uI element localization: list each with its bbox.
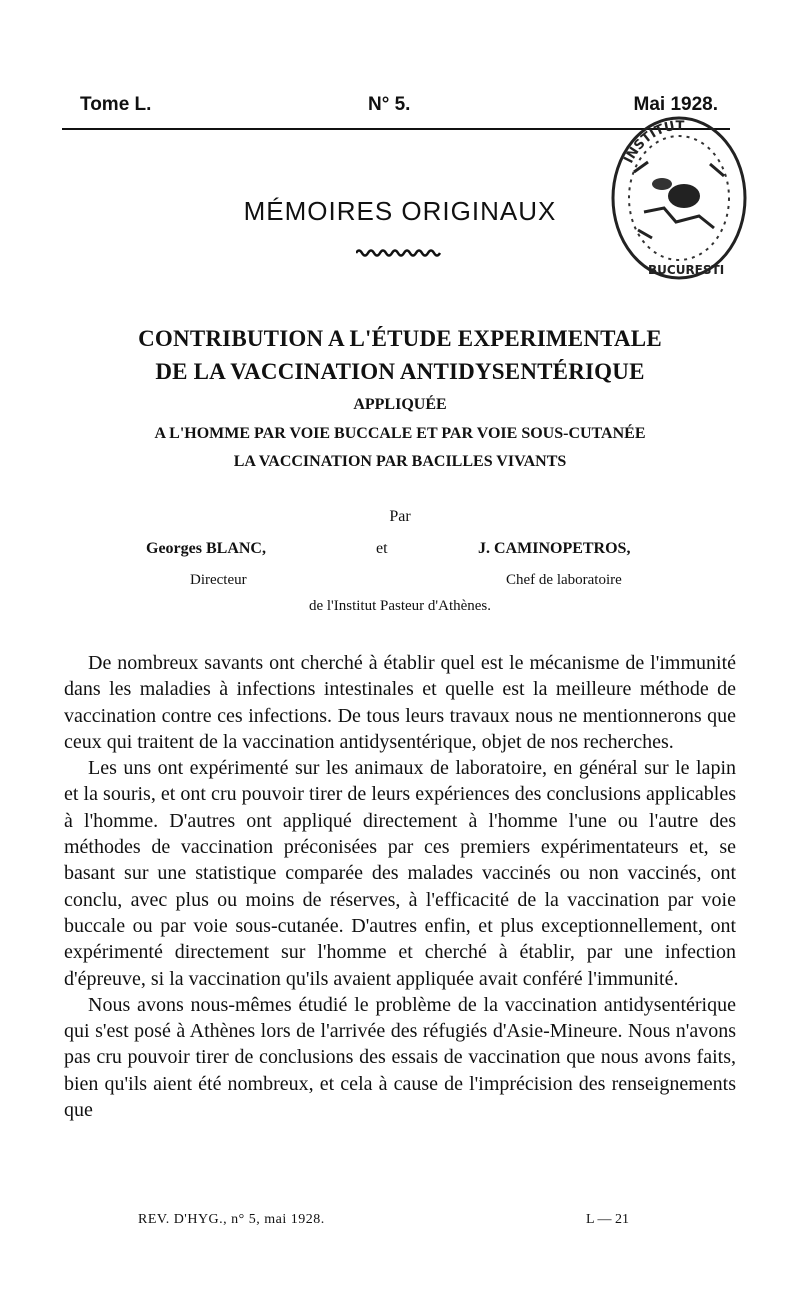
stamp-text-top: INSTITUT [621,118,685,166]
journal-reference: REV. D'HYG., n° 5, mai 1928. [138,1212,325,1227]
title-line-4: A L'HOMME PAR VOIE BUCCALE ET PAR VOIE SOUS-CUTANÉE [154,425,646,442]
volume-label: Tome L. [80,94,152,115]
title-line-2: DE LA VACCINATION ANTIDYSENTÉRIQUE [155,359,645,384]
role-directeur: Directeur [190,572,247,588]
issue-date: Mai 1928. [633,94,718,115]
signature-mark: L — 21 [586,1212,630,1227]
title-line-5: LA VACCINATION PAR BACILLES VIVANTS [233,453,567,470]
authors [0,540,800,566]
page-footer [0,1212,800,1236]
title-line-1: CONTRIBUTION A L'ÉTUDE EXPERIMENTALE [138,326,662,351]
paragraph-2: Les uns ont expérimenté sur les animaux de laboratoire, en général sur le lapin et la souris, et ont cru pouvoir tirer de leurs expériences des conclusions applicables à l'homme. D'autres ont appliqué directement à l'homme l'une ou l'autre des méthodes de vaccination préconisées par ces premiers expérimentateurs et, se basant sur une statistique comparée des malades vaccinés ou non vaccinés, ont conclu, avec plus ou moins de réserves, à l'efficacité de la vaccination par voie buccale ou par voie sous-cutanée. D'autres enfin, et plus exceptionnellement, ont expérimenté directement sur l'homme et cherché à établir, par une infection d'épreuve, si la vaccination qu'ils avaient appliquée avait conféré l'immunité. [64,757,736,990]
stamp-text-bottom: BUCURESTI [648,263,725,277]
author-conjunction: et [376,540,388,557]
role-chef: Chef de laboratoire [506,572,622,588]
title-line-3: APPLIQUÉE [353,396,447,413]
ornament-squiggle [356,248,442,258]
article-body [64,650,736,1123]
paragraph-3: Nous avons nous-mêmes étudié le problème de la vaccination antidysentérique qui s'est posé à Athènes lors de l'arrivée des réfugiés d'Asie-Mineure. Nous n'avons pas cru pouvoir tirer de conclusions des essais de vaccination que nous avons faits, bien qu'ils aient été nombreux, et cela à cause de l'imprécision des renseignements que [64,993,736,1122]
article-title [60,322,740,476]
institute-affiliation: de l'Institut Pasteur d'Athènes. [308,598,492,614]
author-roles [0,572,800,596]
paragraph-1: De nombreux savants ont cherché à établir quel est le mécanisme de l'immunité dans les maladies à infections intestinales et quelle est la meilleure méthode de vaccination contre ces infections. De tous leurs travaux nous ne mentionnerons que ceux qui traitent de la vaccination antidysentérique, objet de nos recherches. [64,652,736,753]
author-caminopetros: J. CAMINOPETROS, [478,540,631,557]
author-blanc: Georges BLANC, [146,540,266,557]
section-title: MÉMOIRES ORIGINAUX [243,196,557,226]
byline-par: Par [389,508,411,525]
issue-number: N° 5. [368,94,411,115]
